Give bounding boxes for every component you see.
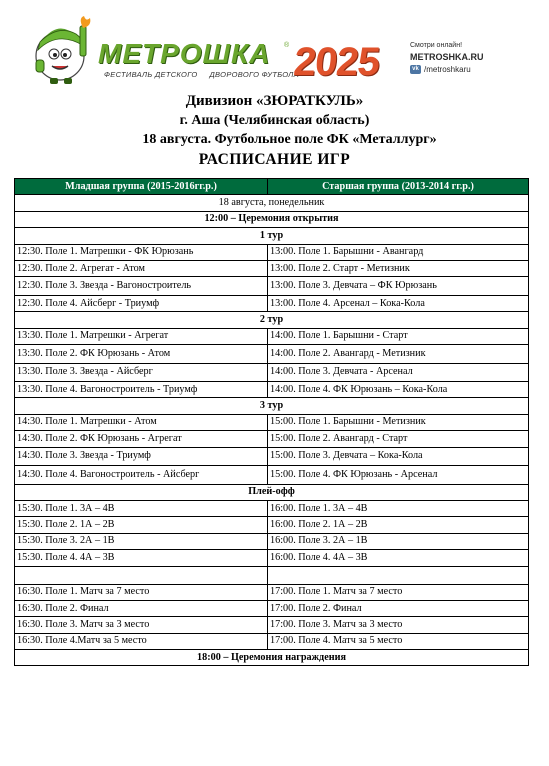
header-banner <box>0 0 549 92</box>
junior-match-cell: 14:30. Поле 4. Вагоностроитель - Айсберг <box>15 466 268 485</box>
round-title: 3 тур <box>15 398 529 414</box>
table-row <box>15 533 529 549</box>
brand-subtitle-left: ФЕСТИВАЛЬ ДЕТСКОГО <box>104 70 198 79</box>
table-row <box>15 600 529 616</box>
junior-match-cell: 12:30. Поле 3. Звезда - Вагоностроитель <box>15 277 268 296</box>
round-title: 2 тур <box>15 312 529 328</box>
senior-match-cell: 13:00. Поле 1. Барышни - Авангард <box>268 244 529 260</box>
table-row <box>15 466 529 485</box>
senior-match-cell: 14:00. Поле 4. ФК Юрюзань – Кока-Кола <box>268 382 529 398</box>
table-row <box>15 584 529 600</box>
vk-icon: vk <box>410 65 421 74</box>
senior-match-cell: 15:00. Поле 4. ФК Юрюзань - Арсенал <box>268 466 529 485</box>
title-block <box>0 92 549 170</box>
site-link[interactable]: METROSHKA.RU <box>410 52 484 62</box>
date-venue-title: 18 августа. Футбольное поле ФК «Металлург» <box>142 132 437 147</box>
brand-subtitle-right: ДВОРОВОГО ФУТБОЛА <box>209 70 299 79</box>
senior-match-cell: 16:00. Поле 2. 1А – 2В <box>268 517 529 533</box>
table-row <box>15 431 529 447</box>
schedule-title: РАСПИСАНИЕ ИГР <box>198 151 351 168</box>
junior-match-cell: 16:30. Поле 1. Матч за 7 место <box>15 584 268 600</box>
senior-match-cell: 13:00. Поле 3. Девчата – ФК Юрюзань <box>268 277 529 296</box>
senior-match-cell: 16:00. Поле 3. 2А – 1В <box>268 533 529 549</box>
division-title: Дивизион «ЗЮРАТКУЛЬ» <box>185 93 364 109</box>
table-row <box>15 500 529 516</box>
city-title: г. Аша (Челябинская область) <box>179 113 370 128</box>
day-row: 18 августа, понедельник <box>15 195 529 211</box>
closing-ceremony-row: 18:00 – Церемония награждения <box>15 650 529 666</box>
junior-match-cell: 16:30. Поле 3. Матч за 3 место <box>15 617 268 633</box>
senior-match-cell: 15:00. Поле 3. Девчата – Кока-Кола <box>268 447 529 466</box>
junior-match-cell: 15:30. Поле 2. 1А – 2В <box>15 517 268 533</box>
brand-logo-text: МЕТРОШКА <box>98 38 271 69</box>
senior-match-cell: 17:00. Поле 1. Матч за 7 место <box>268 584 529 600</box>
junior-match-cell: 14:30. Поле 3. Звезда - Триумф <box>15 447 268 466</box>
senior-match-cell: 15:00. Поле 2. Авангард - Старт <box>268 431 529 447</box>
table-row <box>15 550 529 566</box>
table-row <box>15 414 529 430</box>
junior-match-cell: 15:30. Поле 3. 2А – 1В <box>15 533 268 549</box>
senior-group-header: Старшая группа (2013-2014 гг.р.) <box>268 179 529 195</box>
playoff-title: Плей-офф <box>15 484 529 500</box>
senior-match-cell: 13:00. Поле 2. Старт - Метизник <box>268 260 529 276</box>
senior-match-cell: 13:00. Поле 4. Арсенал – Кока-Кола <box>268 295 529 311</box>
junior-match-cell: 16:30. Поле 2. Финал <box>15 600 268 616</box>
table-row <box>15 328 529 344</box>
senior-match-cell: 17:00. Поле 3. Матч за 3 место <box>268 617 529 633</box>
junior-group-header: Младшая группа (2015-2016гг.р.) <box>15 179 268 195</box>
senior-match-cell: 16:00. Поле 4. 4А – 3В <box>268 550 529 566</box>
schedule-table <box>14 178 529 666</box>
table-row <box>15 295 529 311</box>
senior-match-cell: 16:00. Поле 1. 3А – 4В <box>268 500 529 516</box>
mascot-logo <box>30 16 100 84</box>
junior-match-cell: 14:30. Поле 1. Матрешки - Атом <box>15 414 268 430</box>
watch-online-caption: Смотри онлайн! <box>410 42 463 49</box>
table-row <box>15 633 529 649</box>
vk-handle: /metroshkaru <box>424 65 471 74</box>
junior-match-cell: 15:30. Поле 4. 4А – 3В <box>15 550 268 566</box>
junior-match-cell: 13:30. Поле 2. ФК Юрюзань - Атом <box>15 345 268 364</box>
table-row <box>15 447 529 466</box>
blank-cell <box>15 566 268 584</box>
table-row <box>15 617 529 633</box>
table-row <box>15 345 529 364</box>
year-logo: 2025 <box>291 40 382 84</box>
brand-subtitle <box>104 70 299 79</box>
senior-match-cell: 14:00. Поле 3. Девчата - Арсенал <box>268 363 529 382</box>
senior-match-cell: 17:00. Поле 4. Матч за 5 место <box>268 633 529 649</box>
junior-match-cell: 13:30. Поле 4. Вагоностроитель - Триумф <box>15 382 268 398</box>
senior-match-cell: 14:00. Поле 2. Авангард - Метизник <box>268 345 529 364</box>
opening-ceremony-row: 12:00 – Церемония открытия <box>15 211 529 227</box>
junior-match-cell: 16:30. Поле 4.Матч за 5 место <box>15 633 268 649</box>
junior-match-cell: 12:30. Поле 1. Матрешки - ФК Юрюзань <box>15 244 268 260</box>
table-row <box>15 363 529 382</box>
junior-match-cell: 12:30. Поле 4. Айсберг - Триумф <box>15 295 268 311</box>
junior-match-cell: 13:30. Поле 3. Звезда - Айсберг <box>15 363 268 382</box>
vk-link[interactable] <box>410 65 484 74</box>
round-title: 1 тур <box>15 228 529 244</box>
table-row <box>15 517 529 533</box>
table-row <box>15 382 529 398</box>
junior-match-cell: 14:30. Поле 2. ФК Юрюзань - Агрегат <box>15 431 268 447</box>
blank-cell <box>268 566 529 584</box>
junior-match-cell: 13:30. Поле 1. Матрешки - Агрегат <box>15 328 268 344</box>
online-info <box>410 42 484 74</box>
senior-match-cell: 14:00. Поле 1. Барышни - Старт <box>268 328 529 344</box>
junior-match-cell: 15:30. Поле 1. 3А – 4В <box>15 500 268 516</box>
junior-match-cell: 12:30. Поле 2. Агрегат - Атом <box>15 260 268 276</box>
table-row <box>15 260 529 276</box>
table-row <box>15 277 529 296</box>
senior-match-cell: 15:00. Поле 1. Барышни - Метизник <box>268 414 529 430</box>
registered-mark: ® <box>284 42 290 49</box>
table-row <box>15 244 529 260</box>
senior-match-cell: 17:00. Поле 2. Финал <box>268 600 529 616</box>
